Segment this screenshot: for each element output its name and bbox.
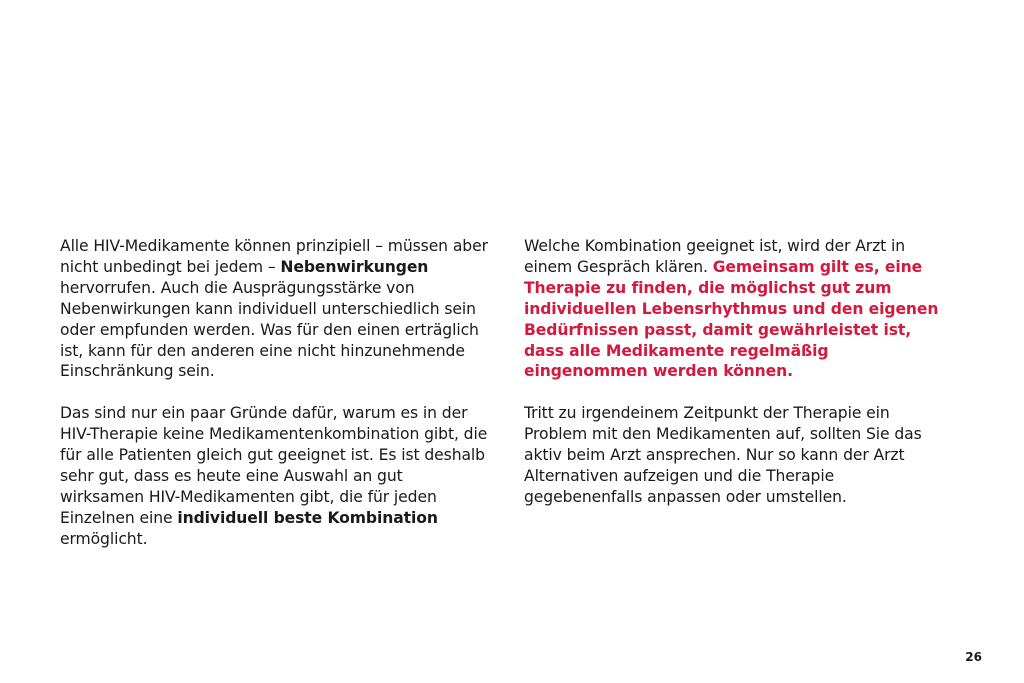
left-para1-rest: hervorrufen. Auch die Ausprägungsstärke von Nebenwirkungen kann individuell unterschiedlich sein oder empfunden werden. Was für den einen erträglich ist, kann für den anderen eine nicht hinzunehmende Einschränkung sein. <box>60 278 479 381</box>
left-column <box>60 236 490 570</box>
left-para2-rest: ermöglicht. <box>60 529 148 548</box>
left-paragraph-side-effects <box>60 236 490 382</box>
left-para1-bold: Nebenwirkungen <box>280 257 429 276</box>
left-para1-text: Alle HIV-Medikamente können prinzipiell – müssen aber nicht unbedingt bei jedem – <box>60 237 488 276</box>
right-para1-highlight: Gemeinsam gilt es, eine Therapie zu finden, die möglichst gut zum individuellen Lebensrhythmus und den eigenen Bedürfnissen passt, damit gewährleistet ist, dass alle Medikamente regelmäßig eingenommen werden können. <box>524 257 939 381</box>
right-para2-text: Tritt zu irgendeinem Zeitpunkt der Therapie ein Problem mit den Medikamenten auf, sollten Sie das aktiv beim Arzt ansprechen. Nur so kann der Arzt Alternativen aufzeigen und die Therapie gegebenenfalls anpassen oder umstellen. <box>524 404 922 506</box>
page-number: 26 <box>965 650 982 664</box>
right-paragraph-combination <box>524 236 944 382</box>
left-paragraph-reasons <box>60 403 490 549</box>
right-para1-text: Welche Kombination geeignet ist, wird der Arzt in einem Gespräch klären. <box>524 237 906 276</box>
right-column <box>524 236 944 529</box>
left-para2-bold: individuell beste Kombination <box>177 508 438 527</box>
right-paragraph-problems <box>524 403 944 508</box>
left-para2-text: Das sind nur ein paar Gründe dafür, warum es in der HIV-Therapie keine Medikamentenkombination gibt, die für alle Patienten gleich gut geeignet ist. Es ist deshalb sehr gut, dass es heute eine Auswahl an gut wirksamen HIV-Medikamenten gibt, die für jeden Einzelnen eine <box>60 404 488 527</box>
